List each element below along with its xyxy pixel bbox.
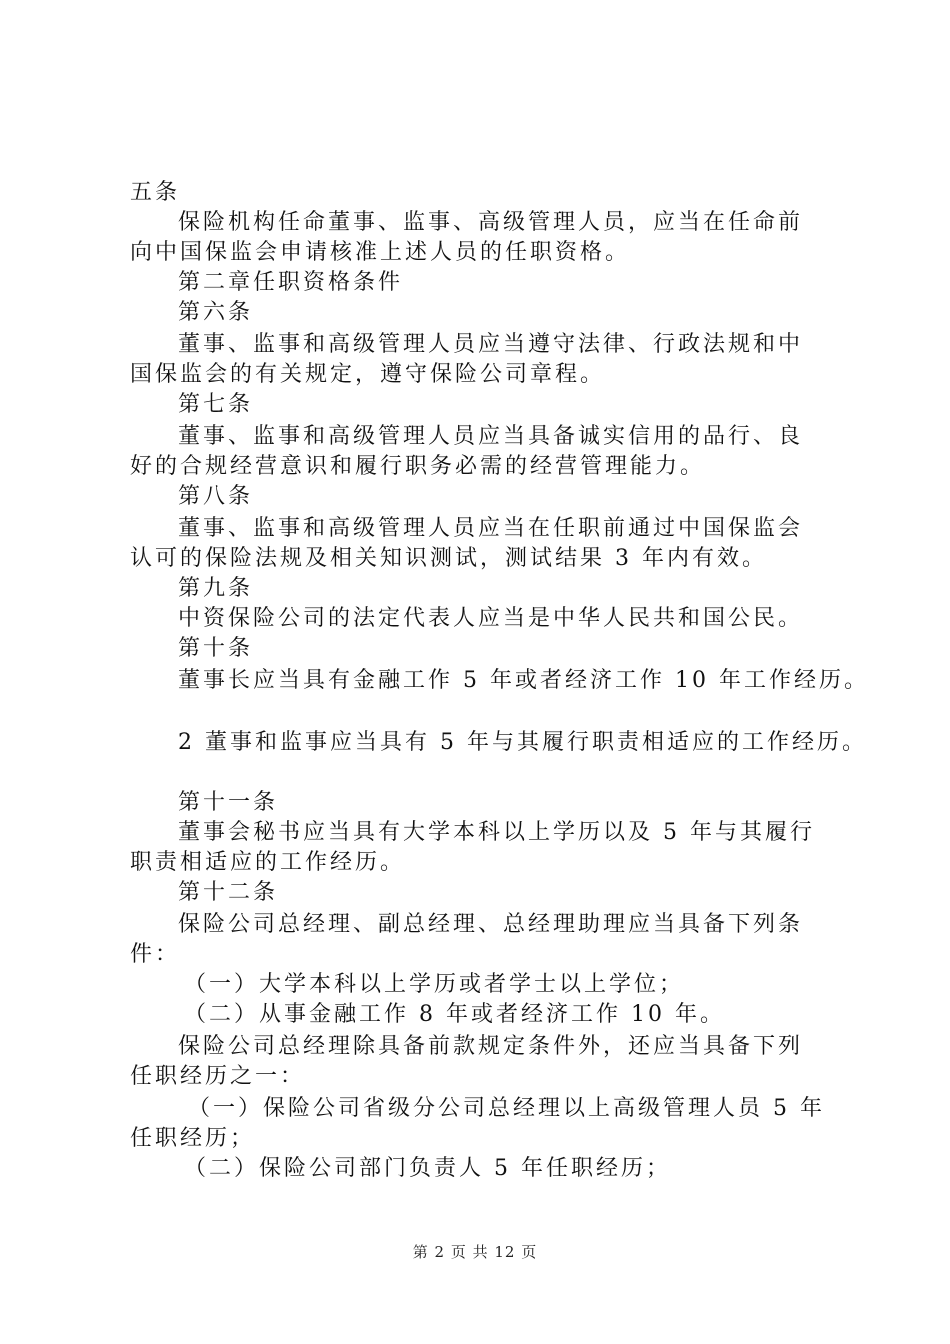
text-line: 件： bbox=[130, 942, 181, 967]
article-heading: 第十一条 bbox=[178, 790, 279, 815]
article-heading: 第十二条 bbox=[178, 880, 279, 905]
chapter-heading: 第二章任职资格条件 bbox=[178, 270, 404, 295]
text-line: 保险公司总经理、副总经理、总经理助理应当具备下列条 bbox=[178, 912, 804, 937]
text-line: 保险公司总经理除具备前款规定条件外，还应当具备下列 bbox=[178, 1034, 804, 1059]
text-line: 中资保险公司的法定代表人应当是中华人民共和国公民。 bbox=[178, 606, 804, 631]
page-number: 第 2 页 共 12 页 bbox=[412, 1243, 538, 1261]
text-line: 向中国保监会申请核准上述人员的任职资格。 bbox=[130, 240, 631, 265]
text-line: 董事、监事和高级管理人员应当在任职前通过中国保监会 bbox=[178, 516, 804, 541]
text-line: 五条 bbox=[130, 180, 181, 205]
text-line: 2 董事和监事应当具有 5 年与其履行职责相适应的工作经历。 bbox=[178, 730, 867, 755]
list-item: （二）保险公司部门负责人 5 年任职经历； bbox=[184, 1156, 671, 1181]
text-line: 董事、监事和高级管理人员应当遵守法律、行政法规和中 bbox=[178, 332, 804, 357]
text-line: 职责相适应的工作经历。 bbox=[130, 850, 406, 875]
list-item: （一）保险公司省级分公司总经理以上高级管理人员 5 年 bbox=[188, 1096, 825, 1121]
article-heading: 第九条 bbox=[178, 576, 254, 601]
list-item: （二）从事金融工作 8 年或者经济工作 10 年。 bbox=[184, 1002, 725, 1027]
list-item: （一）大学本科以上学历或者学士以上学位； bbox=[184, 972, 685, 997]
text-line: 好的合规经营意识和履行职务必需的经营管理能力。 bbox=[130, 454, 706, 479]
text-line: 董事长应当具有金融工作 5 年或者经济工作 10 年工作经历。 bbox=[178, 668, 869, 693]
article-heading: 第八条 bbox=[178, 484, 254, 509]
text-line: 董事、监事和高级管理人员应当具备诚实信用的品行、良 bbox=[178, 424, 804, 449]
text-line: 任职经历； bbox=[130, 1126, 256, 1151]
text-line: 董事会秘书应当具有大学本科以上学历以及 5 年与其履行 bbox=[178, 820, 815, 845]
article-heading: 第六条 bbox=[178, 300, 254, 325]
text-line: 任职经历之一： bbox=[130, 1064, 306, 1089]
text-line: 保险机构任命董事、监事、高级管理人员，应当在任命前 bbox=[178, 210, 804, 235]
text-line: 国保监会的有关规定，遵守保险公司章程。 bbox=[130, 362, 606, 387]
text-line: 认可的保险法规及相关知识测试，测试结果 3 年内有效。 bbox=[130, 546, 767, 571]
article-heading: 第七条 bbox=[178, 392, 254, 417]
article-heading: 第十条 bbox=[178, 636, 254, 661]
